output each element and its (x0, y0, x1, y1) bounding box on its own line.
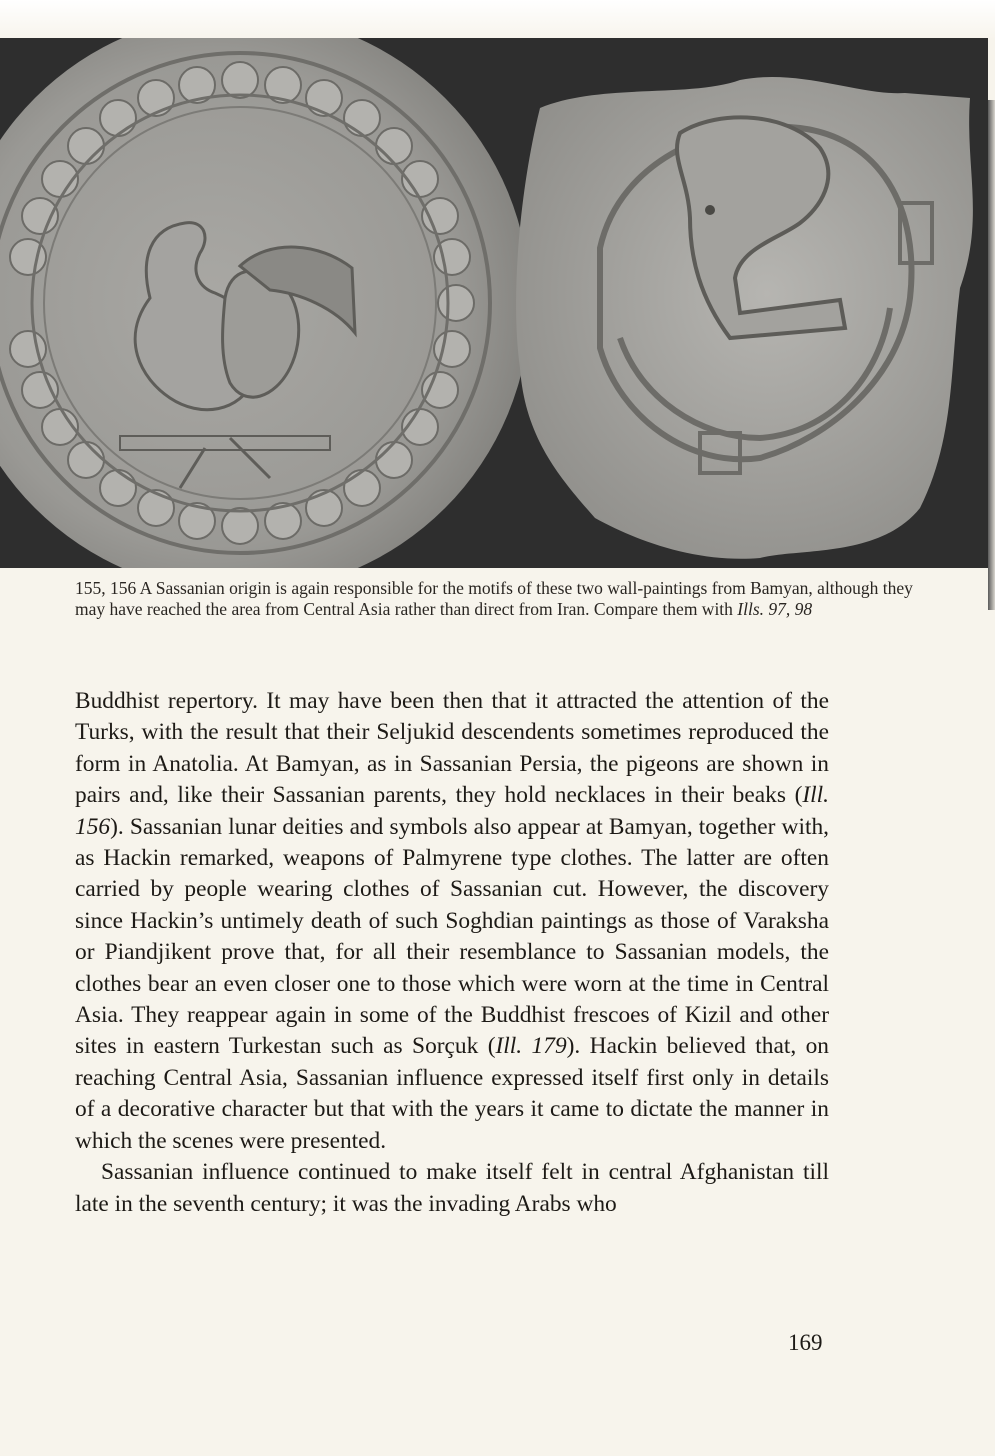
paragraph-1 (75, 686, 829, 1157)
paragraph-1-part-1: Buddhist repertory. It may have been then that it attracted the attention of the Turks, with the result that their Seljukid descendents sometimes reproduced the form in Anatolia. At Bamyan, as in Sassanian Persia, the pigeons are shown in pairs and, like their Sassanian parents, they hold necklaces in their beaks ( (75, 688, 829, 809)
caption-numbers: 155, 156 (75, 578, 137, 598)
paragraph-1-part-2: ). Sassanian lunar deities and symbols also appear at Bamyan, together with, as Hackin remarked, weapons of Palmyrene type clothes. The latter are often carried by people wearing clothes of Sassanian cut. However, the discovery since Hackin’s untimely death of such Soghdian paintings as those of Varaksha or Piandjikent prove that, for all their resemblance to Sassanian models, the clothes bear an even closer one to those which were worn at the time in Central Asia. They reappear again in some of the Buddhist frescoes of Kizil and other sites in eastern Turkestan such as Sorçuk ( (75, 813, 829, 1060)
figure-caption (75, 578, 935, 620)
paragraph-2: Sassanian influence continued to make itself felt in central Afghanistan till late in the seventh century; it was the invading Arabs who (75, 1159, 829, 1217)
page-top-edge (0, 0, 995, 40)
body-text (75, 686, 829, 1220)
right-fragment (516, 77, 973, 559)
photo-shadow (988, 100, 995, 610)
paragraph-1-part-3: ). Hackin believed that, on reaching Central Asia, Sassanian influence expressed itself first only in details of a decorative character but that with the years it came to dictate the manner in which the scenes were presented. (75, 1033, 829, 1154)
caption-ref: Ills. 97, 98 (737, 599, 813, 619)
page-number: 169 (788, 1330, 823, 1355)
figure-photo (0, 38, 988, 568)
caption-text: A Sassanian origin is again responsible for the motifs of these two wall-paintings from Bamyan, although they may have reached the area from Central Asia rather than direct from Iran. Compare them with (75, 578, 913, 619)
illustration-ref: Ill. 156 (75, 782, 829, 840)
left-roundel (0, 38, 530, 568)
illustration-ref: Ill. 179 (495, 1033, 567, 1060)
